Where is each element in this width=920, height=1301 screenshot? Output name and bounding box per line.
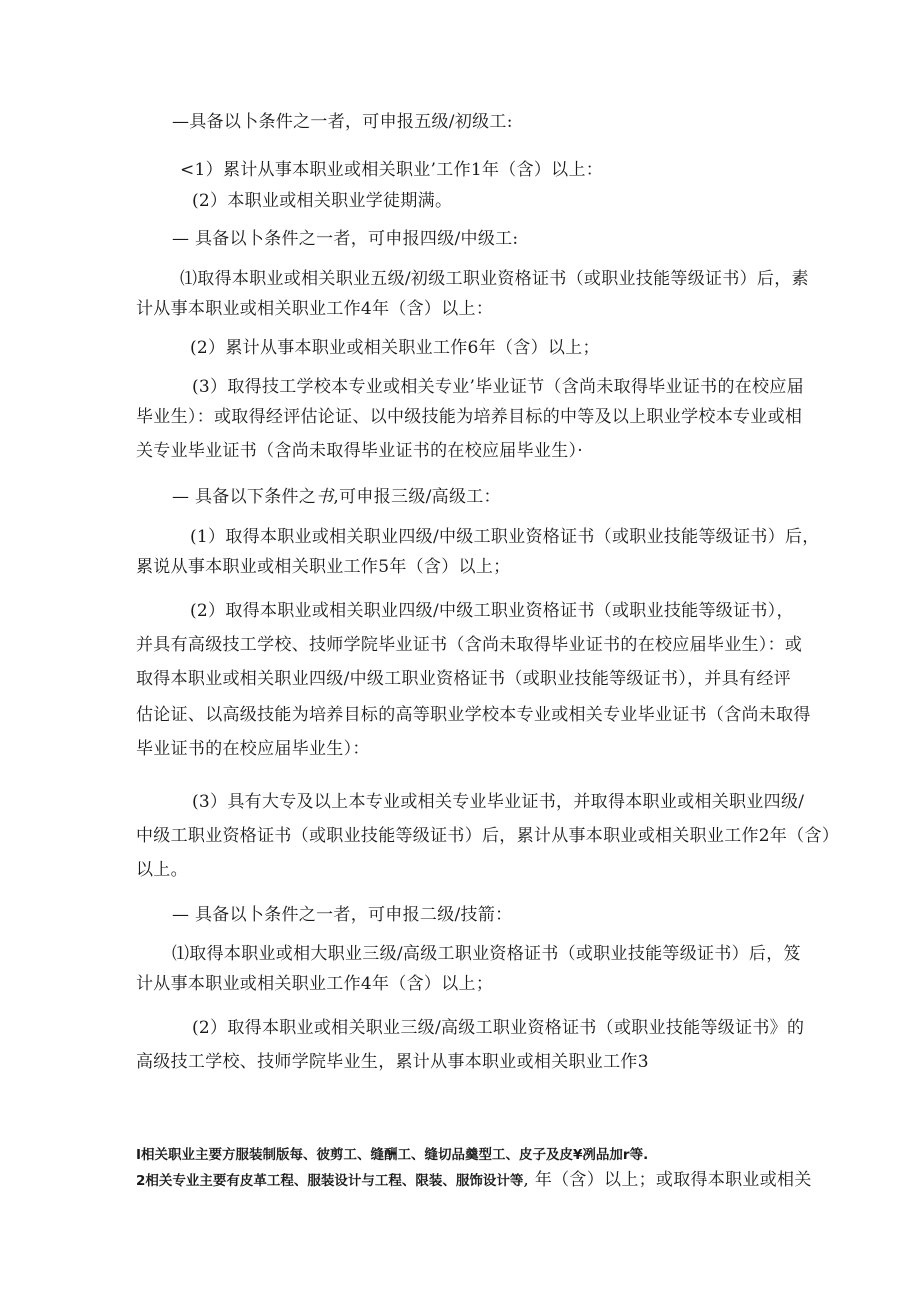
paragraph-line: <1）累计从事本职业或相关职业’工作1年（含）以上： [180, 160, 604, 180]
paragraph-line: ⑴取得本职业或相关职业五级/初级工职业资格证书（或职业技能等级证书）后，素 [180, 269, 809, 289]
paragraph-line: ⑴取得本职业或相大职业三级/高级工职业资格证书（或职业技能等级证书）后，笈 [172, 944, 801, 964]
paragraph-line: 计从事本职业或相关职业工作4年（含）以上： [136, 299, 494, 319]
paragraph-line: 毕业生）：或取得经评估论证、以中级技能为培养目标的中等及以上职业学校本专业或相 [136, 407, 803, 427]
footnote-2: 2相关专业主要有皮革工程、服装设计与工程、限装、服饰设计等 [136, 1173, 524, 1189]
paragraph-line: 中级工职业资格证书（或职业技能等级证书）后，累计从事本职业或相关职业工作2年（含） [136, 826, 840, 846]
footnote-1: I相关职业主要方服装制版每、彼剪工、缝酬工、缝切品羹型工、皮子及皮¥冽品加r等. [136, 1147, 649, 1163]
heading-level3 [172, 486, 501, 508]
footnote-2-tail: , 年（含）以上；或取得本职业或相关 [523, 1170, 812, 1190]
paragraph-line: (2）取得本职业或相关职业三级/高级工职业资格证书（或职业技能等级证书》的 [192, 1018, 805, 1038]
paragraph-line: (1）取得本职业或相关职业四级/中级工职业资格证书（或职业技能等级证书）后， [190, 527, 820, 547]
footnote-2-line [136, 1169, 812, 1192]
paragraph-line: 计从事本职业或相关职业工作4年（含）以上； [136, 974, 494, 994]
heading-level4: — 具备以卜条件之一者，可申报四级/中级工: [172, 229, 519, 249]
paragraph-line: 毕业证书的在校应届毕业生）： [136, 739, 370, 759]
paragraph-line: (2）累计从事本职业或相关职业工作6年（含）以上； [190, 338, 600, 358]
heading-level3-glyph: 书 [316, 487, 334, 507]
paragraph-line: (3）取得技工学校本专业或相关专业’毕业证节（含尚未取得毕业证书的在校应届 [192, 377, 804, 397]
heading-level3-part: — 具备以下条件之 [172, 487, 317, 507]
heading-level5: —具备以卜条件之一者，可申报五级/初级工: [172, 112, 513, 132]
paragraph-line: 取得本职业或相关职业四级/中级工职业资格证书（或职业技能等级证书），并具有经评 [136, 669, 791, 689]
paragraph-line: 累说从事本职业或相关职业工作5年（含）以上； [136, 557, 511, 577]
heading-level3-part: ,可申报三级/高级工： [333, 487, 501, 507]
paragraph-line: 关专业毕业证书（含尚未取得毕业证书的在校应届毕业生）· [136, 441, 584, 461]
paragraph-line: 高级技工学校、技师学院毕业生，累计从事本职业或相关职业工作3 [136, 1052, 649, 1072]
paragraph-line: (2）取得本职业或相关职业四级/中级工职业资格证书（或职业技能等级证书）， [190, 601, 794, 621]
paragraph-line: (2）本职业或相关职业学徒期满。 [192, 191, 453, 211]
paragraph-line: (3）具有大专及以上本专业或相关专业毕业证书，并取得本职业或相关职业四级/ [192, 792, 805, 812]
heading-level2: — 具备以卜条件之一者，可申报二级/技箭： [172, 905, 513, 925]
paragraph-line: 估论证、以高级技能为培养目标的高等职业学校本专业或相关专业毕业证书（含尚未取得 [136, 705, 811, 725]
paragraph-line: 并具有高级技工学校、技师学院毕业证书（含尚未取得毕业证书的在校应届毕业生）：或 [136, 635, 803, 655]
paragraph-line: 以上。 [136, 860, 188, 880]
